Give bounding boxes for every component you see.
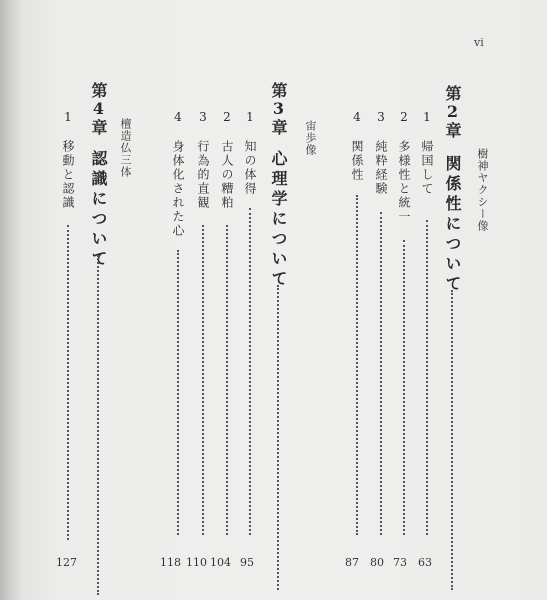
ch2-s3-number: 3: [374, 110, 388, 124]
ch3-s2-number: 2: [220, 110, 234, 124]
ch2-s4-title: 関係性: [350, 140, 364, 182]
ch3-s4-page: 118: [160, 556, 181, 569]
ch2-s2-leader: [403, 240, 405, 535]
ch2-s2-page: 73: [393, 556, 407, 569]
ch2-s1-number: 1: [420, 110, 434, 124]
chapter3-title: 心理学について: [269, 150, 288, 290]
page-gutter-shadow: [0, 0, 22, 600]
chapter4-title: 認識について: [89, 150, 108, 270]
ch2-s4-page: 87: [345, 556, 359, 569]
ch3-s3-title: 行為的直観: [196, 140, 210, 210]
ch4-s1-number: 1: [61, 110, 75, 124]
chapter3-leader: [277, 285, 279, 590]
ch2-s1-leader: [426, 220, 428, 535]
ch4-s1-title: 移動と認識: [61, 140, 75, 210]
ch2-s1-title: 帰国して: [420, 140, 434, 196]
ch3-s1-leader: [249, 208, 251, 535]
figure-caption-danzo: 檀造仏三体: [119, 118, 132, 178]
ch3-s3-leader: [202, 225, 204, 535]
ch2-s4-leader: [356, 195, 358, 535]
ch2-s2-title: 多様性と統一: [397, 140, 411, 224]
ch4-s1-page: 127: [56, 556, 77, 569]
ch3-s1-title: 知の体得: [243, 140, 257, 196]
ch2-s2-number: 2: [397, 110, 411, 124]
page-folio: vi: [474, 36, 484, 49]
ch2-s3-page: 80: [370, 556, 384, 569]
ch2-s1-page: 63: [418, 556, 432, 569]
ch3-s2-title: 古人の糟粕: [220, 140, 234, 210]
ch4-s1-leader: [67, 225, 69, 540]
ch3-s3-page: 110: [186, 556, 207, 569]
chapter2-title: 関係性について: [443, 155, 462, 295]
chapter4-leader: [97, 255, 99, 595]
ch3-s3-number: 3: [196, 110, 210, 124]
ch2-s3-leader: [380, 212, 382, 535]
ch2-s3-title: 純粋経験: [374, 140, 388, 196]
figure-caption-yakshi: 樹神ヤクシー像: [476, 148, 489, 232]
figure-caption-uchu: 宙歩像: [304, 120, 317, 156]
ch2-s4-number: 4: [350, 110, 364, 124]
ch3-s1-number: 1: [243, 110, 257, 124]
chapter4-number: 第4章: [89, 82, 108, 136]
chapter3-number: 第3章: [269, 82, 288, 136]
ch3-s1-page: 95: [240, 556, 254, 569]
ch3-s2-leader: [226, 225, 228, 535]
ch3-s4-leader: [177, 250, 179, 535]
ch3-s2-page: 104: [210, 556, 231, 569]
ch3-s4-number: 4: [171, 110, 185, 124]
ch3-s4-title: 身体化された心: [171, 140, 185, 238]
chapter2-leader: [451, 290, 453, 590]
chapter2-number: 第2章: [443, 85, 462, 139]
